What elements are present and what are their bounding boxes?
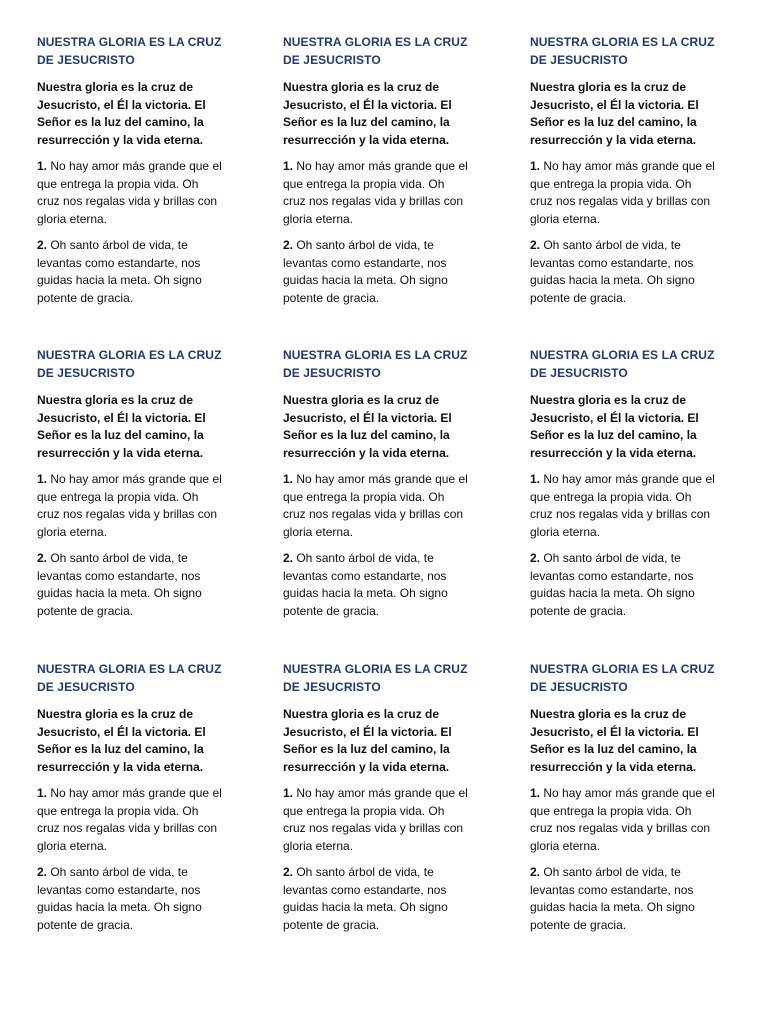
verse-line: que entrega la propia vida. Oh	[37, 489, 199, 504]
chorus-line: Jesucristo, el Él la victoria. El	[283, 724, 452, 739]
chorus-line: resurrección y la vida eterna.	[37, 445, 204, 460]
hymn-verse1	[37, 471, 242, 541]
hymn-title-line: DE JESUCRISTO	[530, 680, 628, 694]
verse-line: guidas hacia la meta. Oh signo	[283, 273, 448, 287]
verse-line	[37, 158, 242, 176]
verse-line: guidas hacia la meta. Oh signo	[283, 586, 448, 600]
verse-line	[283, 237, 488, 255]
verse-line: levantas como estandarte, nos	[530, 568, 694, 583]
hymn-title	[283, 346, 488, 382]
hymn-title-line: NUESTRA GLORIA ES LA CRUZ	[283, 35, 468, 49]
verse-line: guidas hacia la meta. Oh signo	[530, 586, 695, 600]
verse-line: que entrega la propia vida. Oh	[37, 803, 199, 818]
verse-number: 2.	[37, 551, 48, 565]
hymn-title-line: DE JESUCRISTO	[283, 53, 381, 67]
verse-number: 2.	[530, 551, 541, 565]
chorus-line: resurrección y la vida eterna.	[37, 132, 204, 147]
verse-line: guidas hacia la meta. Oh signo	[37, 900, 202, 914]
verse-text: No hay amor más grande que el	[540, 786, 715, 800]
verse-number: 1.	[530, 472, 541, 486]
verse-number: 1.	[283, 786, 294, 800]
chorus-line: Señor es la luz del camino, la	[37, 115, 204, 129]
hymn-title-line: DE JESUCRISTO	[37, 366, 135, 380]
hymn-chorus	[283, 79, 488, 149]
hymn-card	[283, 660, 488, 934]
hymn-verse1	[37, 158, 242, 228]
chorus-line: Señor es la luz del camino, la	[530, 428, 697, 442]
verse-line: cruz nos regalas vida y brillas con	[37, 194, 218, 208]
hymn-verse2	[283, 550, 488, 620]
chorus-line: Nuestra gloria es la cruz de	[283, 707, 440, 721]
chorus-line: Señor es la luz del camino, la	[283, 115, 450, 129]
verse-line	[530, 864, 735, 882]
hymn-verse2	[283, 237, 488, 307]
hymn-verse2	[530, 237, 735, 307]
hymn-verse1	[530, 785, 735, 855]
chorus-line: Nuestra gloria es la cruz de	[37, 707, 194, 721]
hymn-verse2	[530, 550, 735, 620]
hymn-verse1	[37, 785, 242, 855]
chorus-line: resurrección y la vida eterna.	[530, 759, 697, 774]
chorus-line: resurrección y la vida eterna.	[530, 132, 697, 147]
verse-number: 2.	[283, 238, 294, 252]
hymn-verse1	[283, 785, 488, 855]
chorus-line: Jesucristo, el Él la victoria. El	[530, 724, 699, 739]
verse-line: gloria eterna.	[37, 838, 108, 853]
hymn-title	[37, 346, 242, 382]
hymn-title	[283, 33, 488, 69]
verse-line: guidas hacia la meta. Oh signo	[283, 900, 448, 914]
chorus-line: resurrección y la vida eterna.	[283, 759, 450, 774]
chorus-line: Jesucristo, el Él la victoria. El	[37, 410, 206, 425]
chorus-line: Señor es la luz del camino, la	[530, 115, 697, 129]
chorus-line: Señor es la luz del camino, la	[283, 742, 450, 756]
hymn-title-line: DE JESUCRISTO	[283, 680, 381, 694]
verse-line: cruz nos regalas vida y brillas con	[530, 194, 711, 208]
hymn-title	[530, 33, 735, 69]
hymn-verse2	[37, 864, 242, 934]
hymn-title-line: DE JESUCRISTO	[37, 680, 135, 694]
verse-line: gloria eterna.	[283, 211, 354, 226]
verse-line: gloria eterna.	[530, 838, 601, 853]
hymn-title-line: DE JESUCRISTO	[37, 53, 135, 67]
verse-line: potente de gracia.	[283, 603, 380, 618]
verse-line: levantas como estandarte, nos	[283, 882, 447, 897]
verse-line	[37, 471, 242, 489]
verse-text: No hay amor más grande que el	[540, 159, 715, 173]
hymn-title-line: DE JESUCRISTO	[530, 53, 628, 67]
hymn-verse1	[283, 158, 488, 228]
hymn-card	[530, 346, 735, 620]
verse-line	[37, 864, 242, 882]
verse-number: 2.	[283, 551, 294, 565]
verse-line: cruz nos regalas vida y brillas con	[283, 507, 464, 521]
chorus-line: resurrección y la vida eterna.	[37, 759, 204, 774]
verse-line: levantas como estandarte, nos	[283, 255, 447, 270]
verse-number: 2.	[283, 865, 294, 879]
verse-line: que entrega la propia vida. Oh	[37, 176, 199, 191]
verse-number: 1.	[530, 159, 541, 173]
hymn-title-line: NUESTRA GLORIA ES LA CRUZ	[530, 662, 715, 676]
verse-text: Oh santo árbol de vida, te	[293, 865, 434, 879]
verse-line: potente de gracia.	[37, 603, 134, 618]
hymn-title-line: NUESTRA GLORIA ES LA CRUZ	[283, 348, 468, 362]
chorus-line: Nuestra gloria es la cruz de	[530, 80, 687, 94]
chorus-line: Jesucristo, el Él la victoria. El	[37, 97, 206, 112]
verse-text: No hay amor más grande que el	[47, 159, 222, 173]
verse-line: guidas hacia la meta. Oh signo	[37, 586, 202, 600]
verse-line: potente de gracia.	[530, 290, 627, 305]
hymn-title-line: DE JESUCRISTO	[283, 366, 381, 380]
hymn-card	[530, 660, 735, 934]
chorus-line: Nuestra gloria es la cruz de	[37, 80, 194, 94]
hymn-chorus	[37, 392, 242, 462]
verse-line: gloria eterna.	[283, 524, 354, 539]
verse-number: 1.	[283, 472, 294, 486]
verse-line: cruz nos regalas vida y brillas con	[283, 194, 464, 208]
hymn-chorus	[530, 392, 735, 462]
verse-line: gloria eterna.	[37, 524, 108, 539]
verse-line: potente de gracia.	[283, 917, 380, 932]
verse-line	[37, 785, 242, 803]
verse-text: No hay amor más grande que el	[47, 472, 222, 486]
hymn-title-line: NUESTRA GLORIA ES LA CRUZ	[37, 35, 222, 49]
verse-line	[530, 471, 735, 489]
verse-line: cruz nos regalas vida y brillas con	[283, 821, 464, 835]
chorus-line: resurrección y la vida eterna.	[530, 445, 697, 460]
verse-number: 1.	[283, 159, 294, 173]
hymn-chorus	[530, 79, 735, 149]
hymn-title-line: DE JESUCRISTO	[530, 366, 628, 380]
verse-number: 1.	[37, 159, 48, 173]
verse-number: 2.	[37, 238, 48, 252]
verse-line	[530, 158, 735, 176]
verse-line: que entrega la propia vida. Oh	[283, 176, 445, 191]
chorus-line: Señor es la luz del camino, la	[530, 742, 697, 756]
verse-number: 1.	[37, 472, 48, 486]
verse-number: 1.	[37, 786, 48, 800]
chorus-line: Nuestra gloria es la cruz de	[283, 393, 440, 407]
verse-line: cruz nos regalas vida y brillas con	[530, 821, 711, 835]
hymn-card	[283, 33, 488, 307]
verse-line	[37, 237, 242, 255]
verse-line: potente de gracia.	[530, 603, 627, 618]
verse-line: cruz nos regalas vida y brillas con	[530, 507, 711, 521]
hymn-chorus	[283, 392, 488, 462]
hymn-verse2	[530, 864, 735, 934]
chorus-line: Nuestra gloria es la cruz de	[37, 393, 194, 407]
verse-line	[530, 785, 735, 803]
verse-line: guidas hacia la meta. Oh signo	[37, 273, 202, 287]
verse-text: No hay amor más grande que el	[293, 472, 468, 486]
chorus-line: resurrección y la vida eterna.	[283, 132, 450, 147]
verse-line: que entrega la propia vida. Oh	[530, 176, 692, 191]
verse-text: Oh santo árbol de vida, te	[293, 238, 434, 252]
verse-line: levantas como estandarte, nos	[37, 255, 201, 270]
hymn-title-line: NUESTRA GLORIA ES LA CRUZ	[530, 35, 715, 49]
hymn-title	[37, 33, 242, 69]
verse-text: Oh santo árbol de vida, te	[540, 238, 681, 252]
verse-line: levantas como estandarte, nos	[37, 882, 201, 897]
verse-line: potente de gracia.	[37, 917, 134, 932]
verse-line	[283, 864, 488, 882]
verse-number: 2.	[37, 865, 48, 879]
hymn-verse1	[530, 471, 735, 541]
verse-line	[283, 785, 488, 803]
verse-line: levantas como estandarte, nos	[530, 255, 694, 270]
verse-text: No hay amor más grande que el	[47, 786, 222, 800]
verse-text: Oh santo árbol de vida, te	[47, 551, 188, 565]
hymn-verse1	[530, 158, 735, 228]
verse-line: cruz nos regalas vida y brillas con	[37, 821, 218, 835]
hymn-chorus	[283, 706, 488, 776]
hymn-card	[283, 346, 488, 620]
verse-line	[37, 550, 242, 568]
verse-line: guidas hacia la meta. Oh signo	[530, 273, 695, 287]
verse-number: 1.	[530, 786, 541, 800]
chorus-line: Jesucristo, el Él la victoria. El	[283, 97, 452, 112]
hymn-title	[530, 346, 735, 382]
hymn-verse2	[37, 237, 242, 307]
verse-line	[283, 158, 488, 176]
hymn-card	[530, 33, 735, 307]
hymn-card	[37, 33, 242, 307]
verse-line: potente de gracia.	[37, 290, 134, 305]
verse-line: que entrega la propia vida. Oh	[283, 803, 445, 818]
hymn-card	[37, 660, 242, 934]
hymn-verse2	[283, 864, 488, 934]
verse-line: levantas como estandarte, nos	[37, 568, 201, 583]
hymn-title-line: NUESTRA GLORIA ES LA CRUZ	[37, 662, 222, 676]
chorus-line: Nuestra gloria es la cruz de	[530, 393, 687, 407]
verse-line: gloria eterna.	[530, 524, 601, 539]
verse-line: gloria eterna.	[283, 838, 354, 853]
chorus-line: Nuestra gloria es la cruz de	[530, 707, 687, 721]
chorus-line: Señor es la luz del camino, la	[283, 428, 450, 442]
verse-text: Oh santo árbol de vida, te	[540, 865, 681, 879]
verse-text: Oh santo árbol de vida, te	[293, 551, 434, 565]
chorus-line: Jesucristo, el Él la victoria. El	[37, 724, 206, 739]
verse-text: No hay amor más grande que el	[293, 159, 468, 173]
hymn-chorus	[530, 706, 735, 776]
verse-line: cruz nos regalas vida y brillas con	[37, 507, 218, 521]
hymn-title-line: NUESTRA GLORIA ES LA CRUZ	[530, 348, 715, 362]
verse-line	[283, 550, 488, 568]
verse-line: gloria eterna.	[37, 211, 108, 226]
hymn-verse1	[283, 471, 488, 541]
chorus-line: Nuestra gloria es la cruz de	[283, 80, 440, 94]
verse-line	[283, 471, 488, 489]
verse-text: Oh santo árbol de vida, te	[47, 865, 188, 879]
hymn-verse2	[37, 550, 242, 620]
chorus-line: Señor es la luz del camino, la	[37, 428, 204, 442]
chorus-line: Señor es la luz del camino, la	[37, 742, 204, 756]
verse-line: que entrega la propia vida. Oh	[283, 489, 445, 504]
verse-line: que entrega la propia vida. Oh	[530, 803, 692, 818]
hymn-chorus	[37, 706, 242, 776]
verse-text: No hay amor más grande que el	[293, 786, 468, 800]
chorus-line: Jesucristo, el Él la victoria. El	[530, 97, 699, 112]
chorus-line: Jesucristo, el Él la victoria. El	[530, 410, 699, 425]
chorus-line: resurrección y la vida eterna.	[283, 445, 450, 460]
hymn-title	[530, 660, 735, 696]
verse-text: No hay amor más grande que el	[540, 472, 715, 486]
hymn-title-line: NUESTRA GLORIA ES LA CRUZ	[37, 348, 222, 362]
verse-line	[530, 237, 735, 255]
verse-line: levantas como estandarte, nos	[530, 882, 694, 897]
verse-line: gloria eterna.	[530, 211, 601, 226]
verse-number: 2.	[530, 238, 541, 252]
verse-text: Oh santo árbol de vida, te	[540, 551, 681, 565]
verse-line: potente de gracia.	[283, 290, 380, 305]
verse-number: 2.	[530, 865, 541, 879]
verse-text: Oh santo árbol de vida, te	[47, 238, 188, 252]
hymn-card	[37, 346, 242, 620]
chorus-line: Jesucristo, el Él la victoria. El	[283, 410, 452, 425]
verse-line: que entrega la propia vida. Oh	[530, 489, 692, 504]
hymn-title-line: NUESTRA GLORIA ES LA CRUZ	[283, 662, 468, 676]
hymn-title	[37, 660, 242, 696]
hymn-chorus	[37, 79, 242, 149]
verse-line: levantas como estandarte, nos	[283, 568, 447, 583]
verse-line	[530, 550, 735, 568]
verse-line: guidas hacia la meta. Oh signo	[530, 900, 695, 914]
verse-line: potente de gracia.	[530, 917, 627, 932]
hymn-title	[283, 660, 488, 696]
